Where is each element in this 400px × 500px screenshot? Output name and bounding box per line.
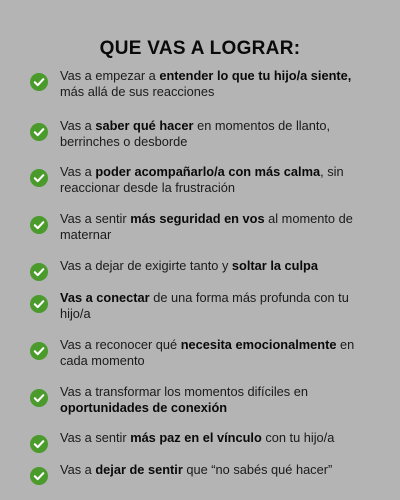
benefit-text-bold: entender lo que tu hijo/a siente, [159,68,352,83]
check-circle-icon [30,169,48,187]
benefit-text-segment: Vas a empezar a [60,68,160,83]
benefit-text-bold: dejar de sentir [95,462,183,477]
page-title: QUE VAS A LOGRAR: [99,38,301,59]
benefit-text-segment: que “no sabés qué hacer” [182,462,333,477]
benefit-text-segment: Vas a sentir [60,211,131,226]
benefit-text [60,68,378,100]
benefit-text-segment: de una forma más profunda con tu hijo/a [60,290,349,321]
benefit-text-bold: Vas a conectar [60,290,150,305]
check-circle-icon [30,295,48,313]
check-circle-icon [30,467,48,485]
benefit-text-segment: al momento de maternar [60,211,353,242]
benefit-text-bold: necesita emocionalmente [180,337,337,352]
check-circle-icon [30,123,48,141]
check-circle-icon [30,216,48,234]
benefit-text [60,118,378,150]
benefit-text [60,211,378,243]
check-circle-icon [30,73,48,91]
benefit-text [60,258,378,274]
benefit-text-bold: más seguridad en vos [130,211,265,226]
benefit-text-segment: Vas a transformar los momentos difíciles en [60,384,308,399]
benefit-text-bold: saber qué hacer [95,118,194,133]
benefit-text-segment: Vas a sentir [60,430,131,445]
benefit-text [60,384,378,416]
benefit-text [60,290,378,322]
benefit-text-segment: con tu hijo/a [261,430,335,445]
benefit-text-segment: Vas a [60,118,96,133]
benefit-text [60,337,378,369]
benefit-text [60,164,378,196]
benefit-text-segment: Vas a dejar de exigirte tanto y [60,258,232,273]
benefit-text-segment: Vas a reconocer qué [60,337,181,352]
benefit-text [60,462,378,478]
benefit-text-segment: más allá de sus reacciones [60,84,215,99]
benefit-text-segment: en momentos de llanto, berrinches o desborde [60,118,331,149]
benefit-text-bold: poder acompañarlo/a con más calma [95,164,321,179]
benefit-text-bold: oportunidades de conexión [60,400,228,415]
benefit-text-segment: Vas a [60,462,96,477]
check-circle-icon [30,435,48,453]
benefit-text-segment: Vas a [60,164,96,179]
benefit-text-bold: más paz en el vínculo [130,430,262,445]
benefit-text-bold: soltar la culpa [231,258,318,273]
benefit-text-segment: , sin reaccionar desde la frustración [60,164,344,195]
check-circle-icon [30,342,48,360]
check-circle-icon [30,389,48,407]
benefit-text [60,430,378,446]
check-circle-icon [30,263,48,281]
benefit-text-segment: en cada momento [60,337,355,368]
